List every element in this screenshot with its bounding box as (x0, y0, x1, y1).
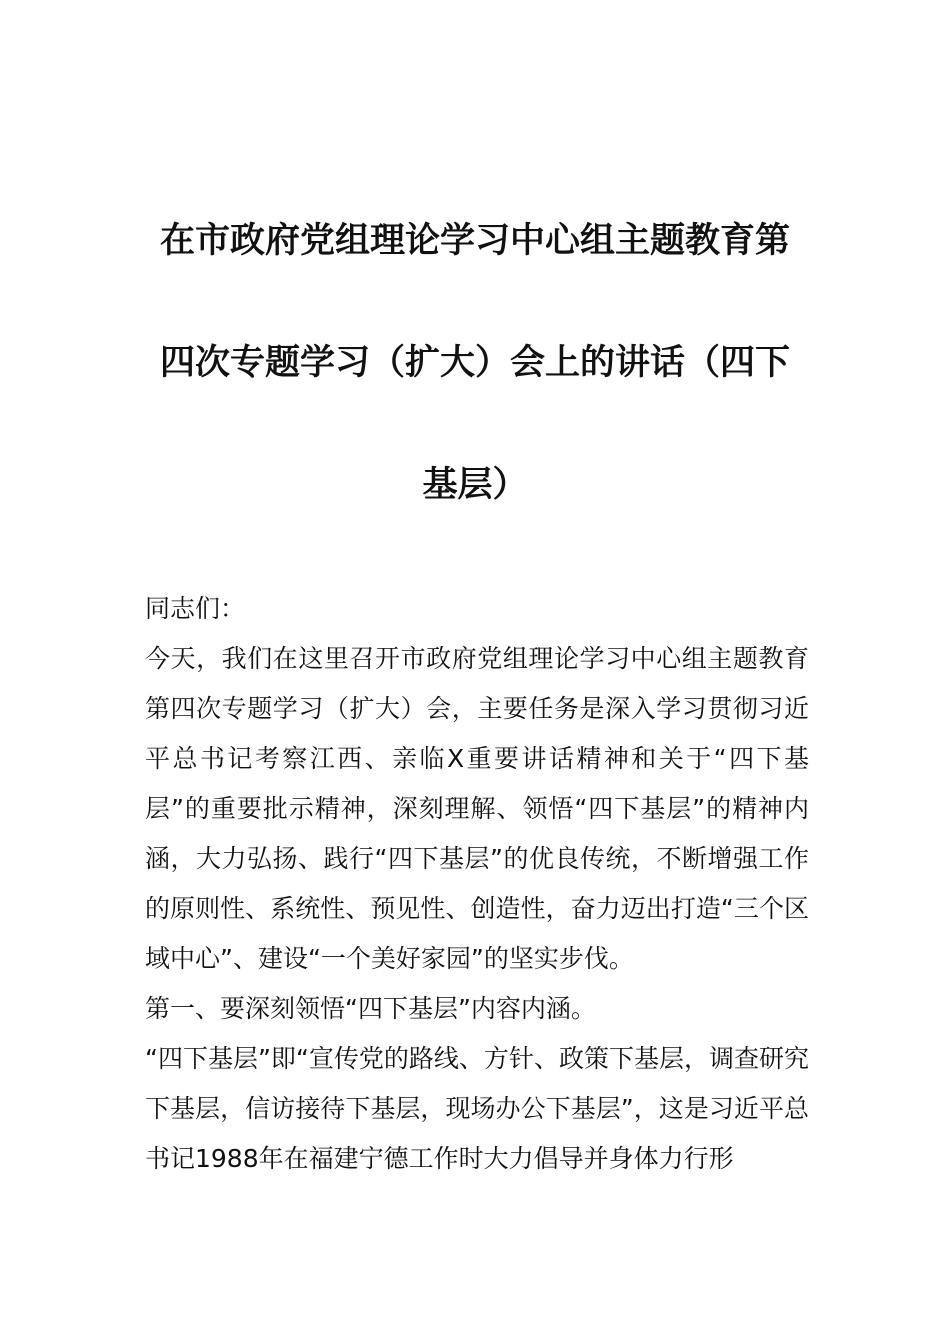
title-line: 基层） (422, 465, 528, 505)
title-line: 四次专题学习（扩大）会上的讲话（四下 (159, 343, 790, 383)
title-line: 在市政府党组理论学习中心组主题教育第 (159, 221, 790, 261)
body-paragraph: “四下基层”即“宣传党的路线、方针、政策下基层，调查研究下基层，信访接待下基层，现场办公下基层”，这是习近平总书记1988年在福建宁德工作时大力倡导并身体力行形 (145, 1044, 809, 1173)
body-paragraph: 今天，我们在这里召开市政府党组理论学习中心组主题教育第四次专题学习（扩大）会，主要任务是深入学习贯彻习近平总书记考察江西、亲临X重要讲话精神和关于“四下基层”的重要批示精神，深刻理解、领悟“四下基层”的精神内涵，大力弘扬、践行“四下基层”的优良传统，不断增强工作的原则性、系统性、预见性、创造性，奋力迈出打造“三个区域中心”、建设“一个美好家园”的坚实步伐。 (145, 644, 809, 973)
document-body (145, 584, 809, 1184)
section-heading: 第一、要深刻领悟“四下基层”内容内涵。 (145, 994, 596, 1023)
document-title (140, 180, 810, 546)
salutation: 同志们： (145, 594, 246, 623)
